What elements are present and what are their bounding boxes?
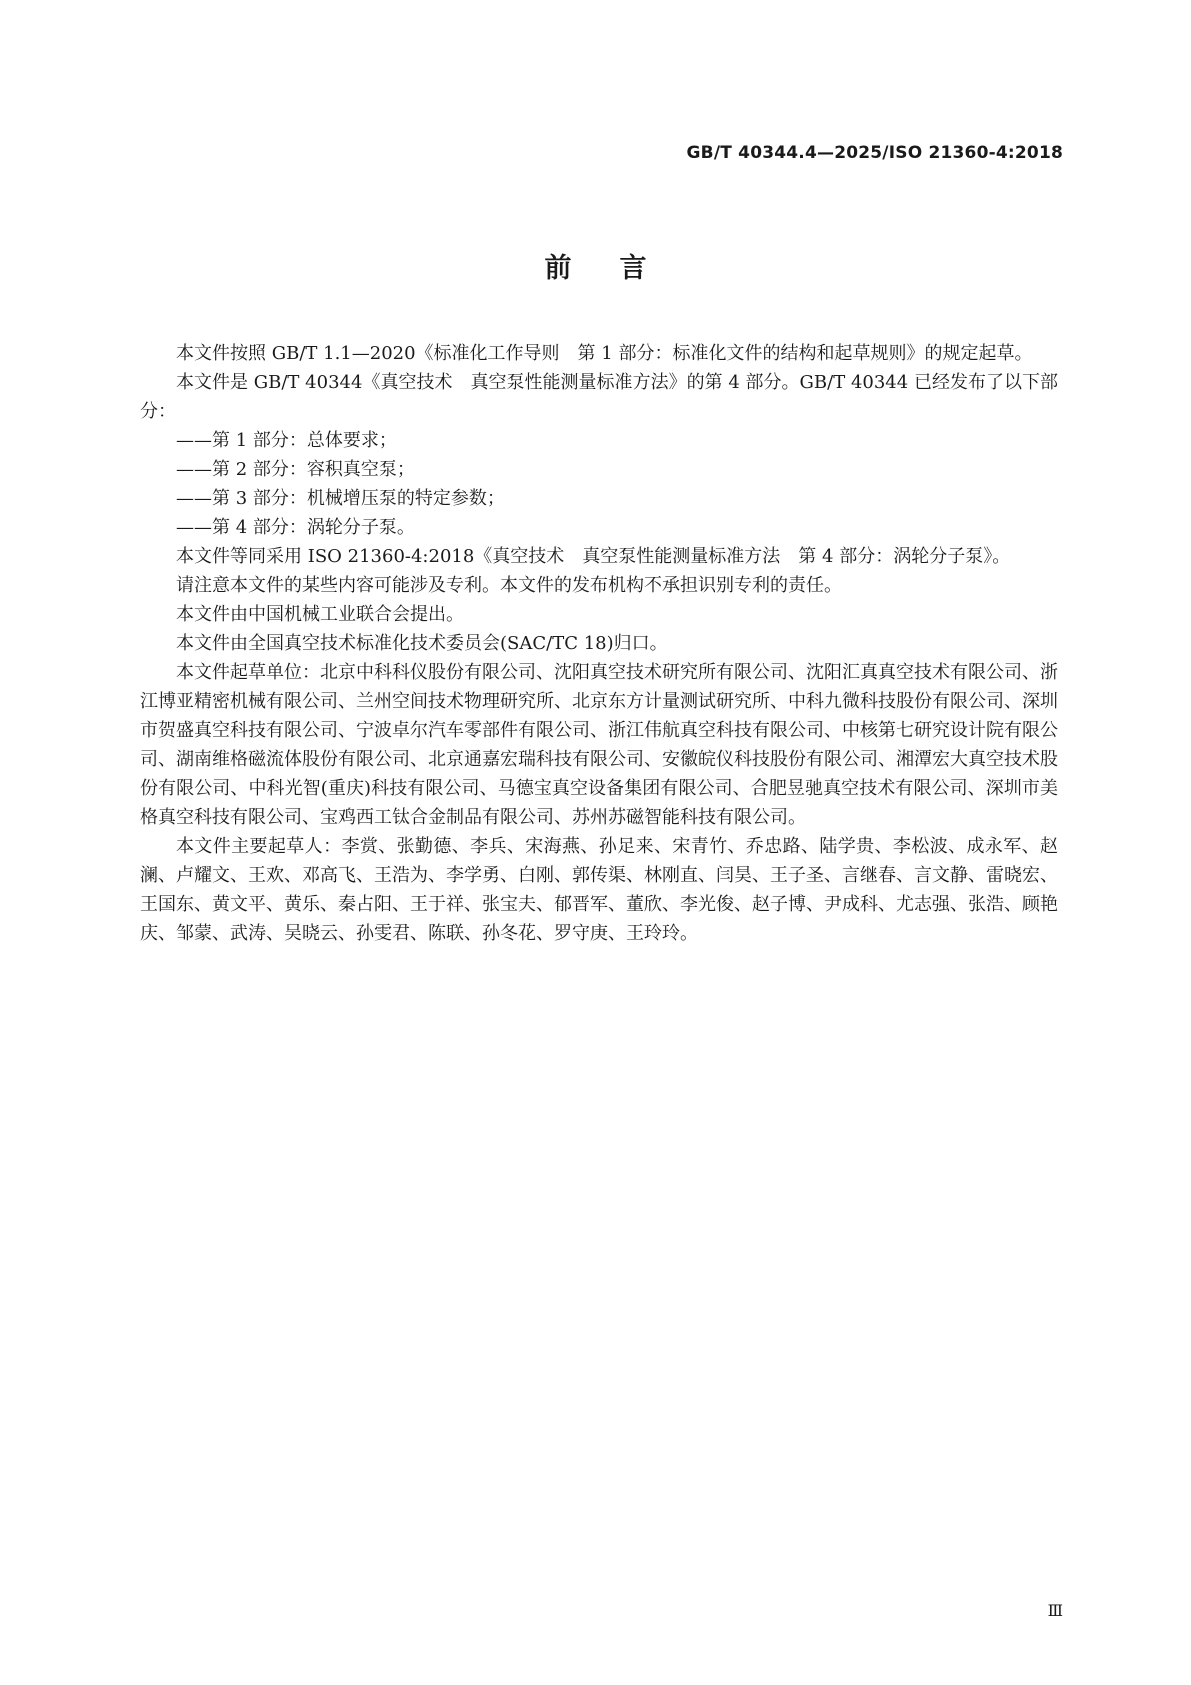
page-title: 前言 <box>544 253 695 284</box>
paragraph-drafting-rules: 本文件按照 GB/T 1.1—2020《标准化工作导则 第 1 部分：标准化文件的结构和起草规则》的规定起草。 <box>176 343 1033 364</box>
page-number: Ⅲ <box>1047 1601 1063 1620</box>
paragraph-committee: 本文件由全国真空技术标准化技术委员会(SAC/TC 18)归口。 <box>176 633 668 654</box>
document-code: GB/T 40344.4—2025/ISO 21360-4:2018 <box>686 143 1063 163</box>
list-item-part-2: ——第 2 部分：容积真空泵； <box>176 459 415 480</box>
paragraph-proposer: 本文件由中国机械工业联合会提出。 <box>176 604 464 625</box>
list-item-part-1: ——第 1 部分：总体要求； <box>176 430 397 451</box>
paragraph-drafters: 本文件主要起草人：李赏、张勤德、李兵、宋海燕、孙足来、宋青竹、乔忠路、陆学贵、李松波、成永军、赵澜、卢耀文、王欢、邓高飞、王浩为、李学勇、白刚、郭传渠、林刚直、闫昊、王子圣、言继春、言文静、雷晓宏、王国东、黄文平、黄乐、秦占阳、王于祥、张宝夫、郁晋军、董欣、李光俊、赵子博、尹成科、尤志强、张浩、顾艳庆、邹蒙、武涛、吴晓云、孙雯君、陈联、孙冬花、罗守庚、王玲玲。 <box>140 836 1058 944</box>
paragraph-patent-notice: 请注意本文件的某些内容可能涉及专利。本文件的发布机构不承担识别专利的责任。 <box>176 575 842 596</box>
list-item-part-4: ——第 4 部分：涡轮分子泵。 <box>176 517 415 538</box>
paragraph-drafting-units: 本文件起草单位：北京中科科仪股份有限公司、沈阳真空技术研究所有限公司、沈阳汇真真空技术有限公司、浙江博亚精密机械有限公司、兰州空间技术物理研究所、北京东方计量测试研究所、中科九微科技股份有限公司、深圳市贺盛真空科技有限公司、宁波卓尔汽车零部件有限公司、浙江伟航真空科技有限公司、中核第七研究设计院有限公司、湖南维格磁流体股份有限公司、北京通嘉宏瑞科技有限公司、安徽皖仪科技股份有限公司、湘潭宏大真空技术股份有限公司、中科光智(重庆)科技有限公司、马德宝真空设备集团有限公司、合肥昱驰真空技术有限公司、深圳市美格真空科技有限公司、宝鸡西工钛合金制品有限公司、苏州苏磁智能科技有限公司。 <box>140 662 1058 828</box>
foreword-body <box>140 339 1058 948</box>
paragraph-series-intro: 本文件是 GB/T 40344《真空技术 真空泵性能测量标准方法》的第 4 部分。GB/T 40344 已经发布了以下部分： <box>140 372 1058 422</box>
list-item-part-3: ——第 3 部分：机械增压泵的特定参数； <box>176 488 505 509</box>
paragraph-iso-adoption: 本文件等同采用 ISO 21360-4:2018《真空技术 真空泵性能测量标准方法 第 4 部分：涡轮分子泵》。 <box>176 546 1011 567</box>
